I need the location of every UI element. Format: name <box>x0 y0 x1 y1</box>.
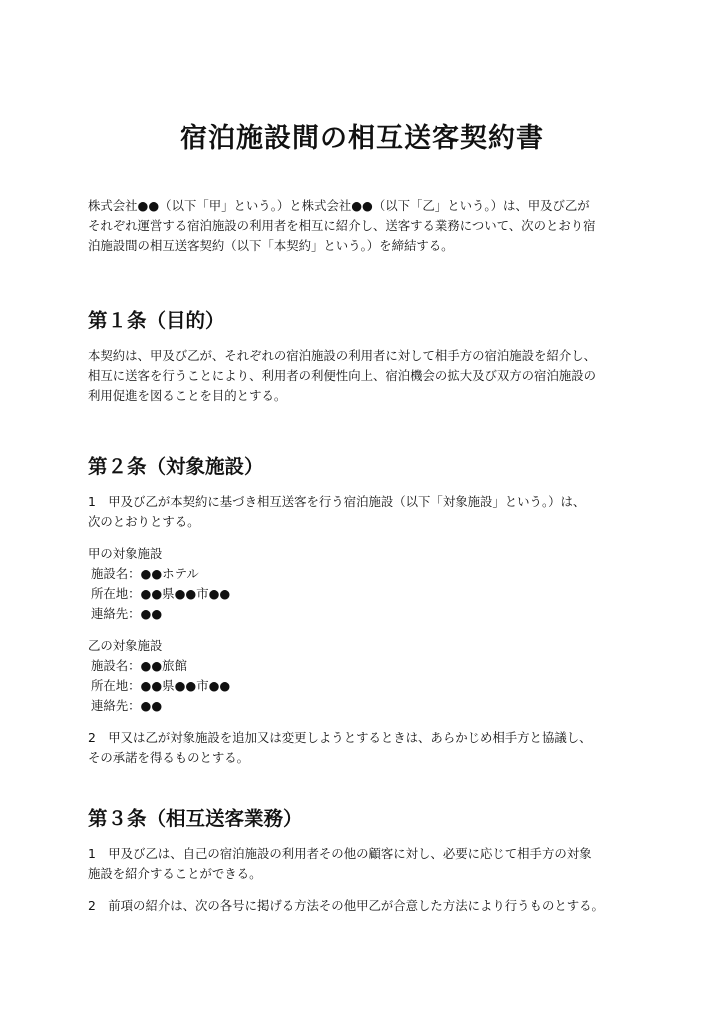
article-2-line: その承諾を得るものとする。 <box>88 750 250 765</box>
article-2-line: 次のとおりとする。 <box>88 514 200 529</box>
article-1-line: 利用促進を図ることを目的とする。 <box>88 388 287 403</box>
article-3-heading: 第３条（相互送客業務） <box>88 807 303 830</box>
article-1-body <box>88 346 638 406</box>
article-3-line: 施設を紹介することができる。 <box>88 866 262 881</box>
article-1 <box>88 308 638 406</box>
article-1-line: 本契約は、甲及び乙が、それぞれの宿泊施設の利用者に対して相手方の宿泊施設を紹介し、 <box>88 348 597 363</box>
otsu-facility-address: 所在地：●●県●●市●● <box>91 678 231 693</box>
article-2-line: 1 甲及び乙が本契約に基づき相互送客を行う宿泊施設（以下「対象施設」という。）は、 <box>88 494 586 509</box>
preamble-line: 株式会社●●（以下「甲」という。）と株式会社●●（以下「乙」という。）は、甲及び乙が <box>88 198 590 213</box>
preamble <box>88 196 638 256</box>
article-3-line: 1 甲及び乙は、自己の宿泊施設の利用者その他の顧客に対し、必要に応じて相手方の対象 <box>88 846 592 861</box>
article-2 <box>88 454 638 768</box>
article-3-paragraph-1 <box>88 844 638 884</box>
kou-facility-name: 施設名：●●ホテル <box>91 566 199 581</box>
kou-facility-address: 所在地：●●県●●市●● <box>91 586 231 601</box>
otsu-facility-label: 乙の対象施設 <box>88 638 163 653</box>
kou-facility-block <box>88 544 638 624</box>
article-3 <box>88 806 638 916</box>
article-2-paragraph-2 <box>88 728 638 768</box>
preamble-line: 泊施設間の相互送客契約（以下「本契約」という。）を締結する。 <box>88 238 454 253</box>
kou-facility-contact: 連絡先：●● <box>91 606 163 621</box>
article-2-paragraph-1 <box>88 492 638 532</box>
article-1-heading: 第１条（目的） <box>88 309 225 332</box>
article-3-paragraph-2 <box>88 896 638 916</box>
preamble-line: それぞれ運営する宿泊施設の利用者を相互に紹介し、送客する業務について、次のとおり宿 <box>88 218 596 233</box>
otsu-facility-name: 施設名：●●旅館 <box>91 658 187 673</box>
article-3-line: 2 前項の紹介は、次の各号に掲げる方法その他甲乙が合意した方法により行うものとする。 <box>88 898 604 913</box>
article-2-heading: 第２条（対象施設） <box>88 455 264 478</box>
kou-facility-label: 甲の対象施設 <box>88 546 163 561</box>
article-2-line: 2 甲又は乙が対象施設を追加又は変更しようとするときは、あらかじめ相手方と協議し、 <box>88 730 592 745</box>
article-1-line: 相互に送客を行うことにより、利用者の利便性向上、宿泊機会の拡大及び双方の宿泊施設の <box>88 368 597 383</box>
otsu-facility-contact: 連絡先：●● <box>91 698 163 713</box>
document-title: 宿泊施設間の相互送客契約書 <box>180 123 544 154</box>
otsu-facility-block <box>88 636 638 716</box>
